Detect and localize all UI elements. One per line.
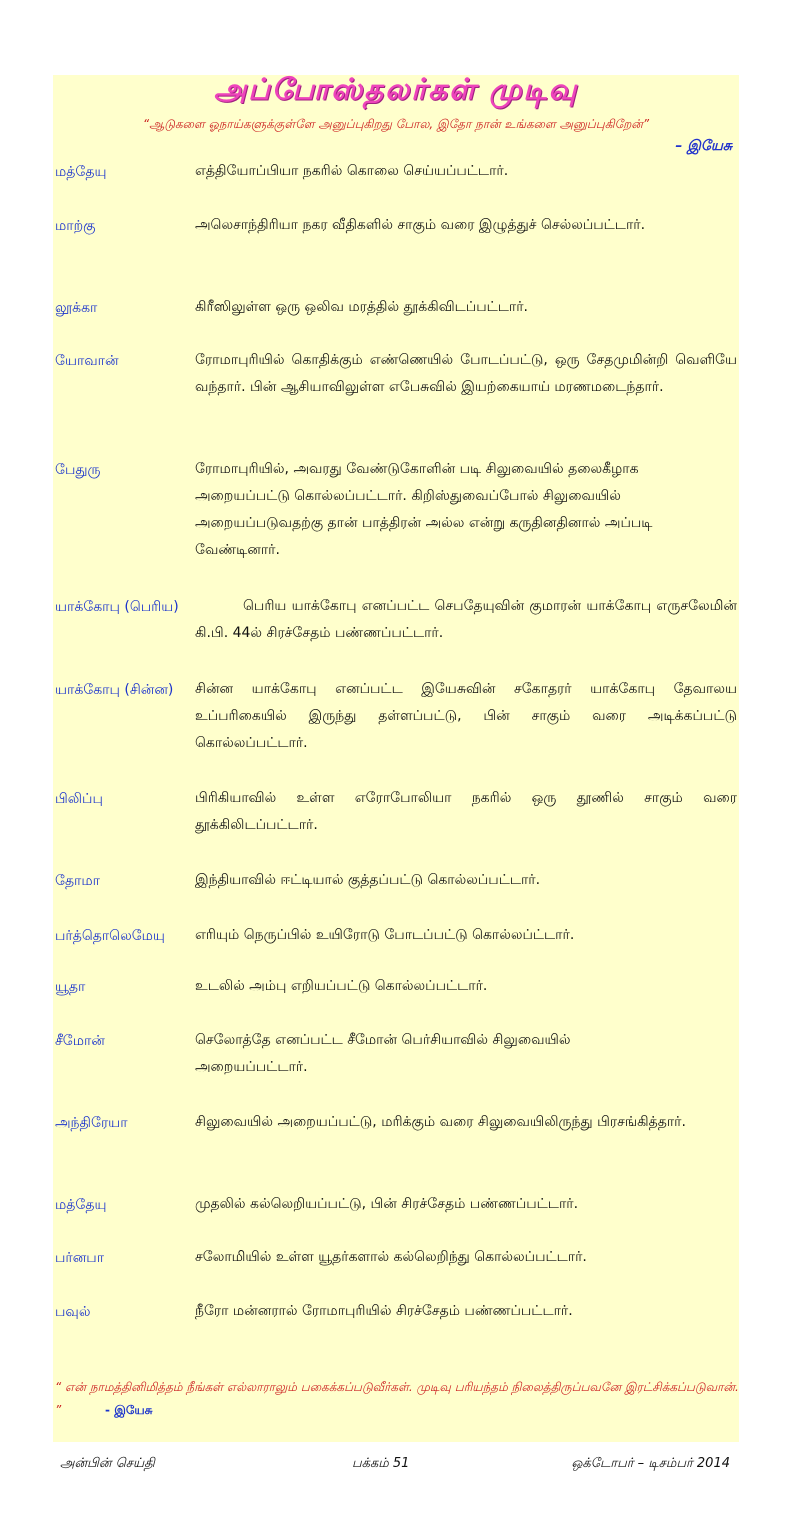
- apostle-fate: நீரோ மன்னரால் ரோமாபுரியில் சிரச்சேதம் பண்ணப்பட்டார்.: [195, 1303, 573, 1319]
- apostle-name: மத்தேயு: [55, 164, 107, 180]
- header-quote: “ஆடுகளை ஓநாய்களுக்குள்ளே அனுப்புகிறது போல, இதோ நான் உங்களை அனுப்புகிறேன்”: [142, 117, 650, 131]
- footer-quote-attribution: - இயேசு: [105, 1403, 153, 1417]
- header-quote-attribution: – இயேசு: [675, 138, 732, 154]
- apostle-fate: ரோமாபுரியில், அவரது வேண்டுகோளின் படி சிலுவையில் தலைகீழாக அறையப்பட்டு கொல்லப்பட்டார். கிறிஸ்துவைப்போல் சிலுவையில் அறையப்படுவதற்கு தான் பாத்திரன் அல்ல என்று கருதினதினால் அப்படி வேண்டினார்.: [195, 461, 653, 558]
- apostle-fate: பெரிய யாக்கோபு எனப்பட்ட செபதேயுவின் குமாரன் யாக்கோபு எருசலேமின் கி.பி. 44ல் சிரச்சேதம் பண்ணப்பட்டார்.: [195, 598, 737, 641]
- apostle-name: யோவான்: [55, 353, 119, 369]
- footer-page-number: பக்கம் 51: [352, 1456, 410, 1471]
- apostle-name: யாக்கோபு (பெரிய): [55, 599, 179, 615]
- apostle-name: யாக்கோபு (சின்ன): [55, 682, 174, 698]
- footer-quote: “ என் நாமத்தினிமித்தம் நீங்கள் எல்லாராலும் பகைக்கப்படுவீர்கள். முடிவு பரியந்தம் நிலைத்திருப்பவனே இரட்சிக்கப்படுவான். ”: [55, 1380, 739, 1417]
- apostle-name: மத்தேயு: [55, 1197, 107, 1213]
- page-title: அப்போஸ்தலர்கள் முடிவு: [213, 72, 579, 106]
- apostle-name: மாற்கு: [55, 218, 96, 234]
- apostle-name: லூக்கா: [55, 300, 98, 316]
- apostle-fate: சிலுவையில் அறையப்பட்டு, மரிக்கும் வரை சிலுவையிலிருந்து பிரசங்கித்தார்.: [195, 1114, 686, 1130]
- apostle-name: பர்த்தொலெமேயு: [55, 928, 165, 944]
- footer-publication: அன்பின் செய்தி: [60, 1456, 155, 1471]
- apostle-fate: பிரிகியாவில் உள்ள எரோபோலியா நகரில் ஒரு தூணில் சாகும் வரை தூக்கிலிடப்பட்டார்.: [195, 790, 737, 833]
- apostle-fate: முதலில் கல்லெறியப்பட்டு, பின் சிரச்சேதம் பண்ணப்பட்டார்.: [195, 1196, 579, 1212]
- footer-date: ஒக்டோபர் – டிசம்பர் 2014: [571, 1456, 730, 1471]
- apostle-fate: செலோத்தே எனப்பட்ட சீமோன் பெர்சியாவில் சிலுவையில் அறையப்பட்டார்.: [195, 1032, 571, 1075]
- apostle-fate: இந்தியாவில் ஈட்டியால் குத்தப்பட்டு கொல்லப்பட்டார்.: [195, 872, 541, 888]
- apostle-name: பிலிப்பு: [55, 791, 103, 807]
- apostle-fate: சின்ன யாக்கோபு எனப்பட்ட இயேசுவின் சகோதரர் யாக்கோபு தேவாலய உப்பரிகையில் இருந்து தள்ளப்பட்டு, பின் சாகும் வரை அடிக்கப்பட்டு கொல்லப்பட்டார்.: [195, 681, 737, 751]
- apostle-fate: ரோமாபுரியில் கொதிக்கும் எண்ணெயில் போடப்பட்டு, ஒரு சேதமுமின்றி வெளியே வந்தார். பின் ஆசியாவிலுள்ள எபேசுவில் இயற்கையாய் மரணமடைந்தார்.: [195, 352, 737, 395]
- apostle-name: சீமோன்: [55, 1033, 105, 1049]
- apostle-name: பவுல்: [55, 1304, 91, 1320]
- content-panel: [53, 75, 739, 1442]
- apostle-name: அந்திரேயா: [55, 1115, 128, 1131]
- footer-quote-block: [55, 1376, 739, 1422]
- apostle-fate: சலோமியில் உள்ள யூதர்களால் கல்லெறிந்து கொல்லப்பட்டார்.: [195, 1249, 587, 1265]
- apostle-fate: அலெசாந்திரியா நகர வீதிகளில் சாகும் வரை இழுத்துச் செல்லப்பட்டார்.: [195, 217, 646, 233]
- apostle-fate: கிரீஸிலுள்ள ஒரு ஒலிவ மரத்தில் தூக்கிவிடப்பட்டார்.: [195, 299, 528, 315]
- apostle-name: யூதா: [55, 979, 86, 995]
- apostle-fate: உடலில் அம்பு எறியப்பட்டு கொல்லப்பட்டார்.: [195, 978, 488, 994]
- apostle-name: பேதுரு: [55, 462, 101, 478]
- apostle-name: பர்னபா: [55, 1250, 105, 1266]
- apostle-name: தோமா: [55, 873, 100, 889]
- apostle-fate: எத்தியோப்பியா நகரில் கொலை செய்யப்பட்டார்.: [195, 163, 509, 179]
- apostle-fate: எரியும் நெருப்பில் உயிரோடு போடப்பட்டு கொல்லப்ட்டார்.: [195, 927, 575, 943]
